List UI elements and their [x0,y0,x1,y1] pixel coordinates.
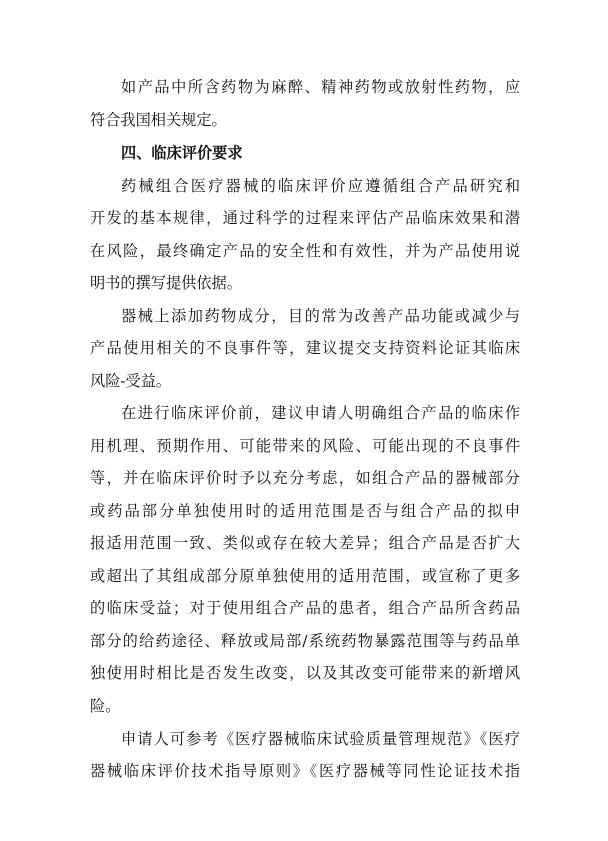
paragraph-4-line-6: 或超出了其组成部分原单独使用的适用范围，或宣称了更多 [90,567,520,585]
paragraph-3-line-1: 器械上添加药物成分，目的常为改善产品功能或减少与 [121,307,520,325]
paragraph-5-line-1: 申请人可参考《医疗器械临床试验质量管理规范》《医疗 [121,730,520,748]
paragraph-4-line-7: 的临床受益；对于使用组合产品的患者，组合产品所含药品 [90,599,520,617]
paragraph-4-line-9: 独使用时相比是否发生改变，以及其改变可能带来的新增风 [90,664,520,682]
paragraph-2-line-3: 在风险，最终确定产品的安全性和有效性，并为产品使用说 [90,242,520,260]
paragraph-4-line-4: 或药品部分单独使用时的适用范围是否与组合产品的拟申 [90,502,520,520]
paragraph-4-line-1: 在进行临床评价前，建议申请人明确组合产品的临床作 [121,404,520,422]
paragraph-2-line-4: 明书的撰写提供依据。 [90,274,242,292]
paragraph-2-line-2: 开发的基本规律，通过科学的过程来评估产品临床效果和潜 [90,209,520,227]
paragraph-3-line-2: 产品使用相关的不良事件等，建议提交支持资料论证其临床 [90,339,520,357]
paragraph-4-line-2: 用机理、预期作用、可能带来的风险、可能出现的不良事件 [90,437,520,455]
section-heading: 四、临床评价要求 [121,144,243,162]
paragraph-4-line-10: 险。 [90,697,121,715]
paragraph-1-line-2: 符合我国相关规定。 [90,111,227,129]
paragraph-3-line-3: 风险-受益。 [90,372,172,390]
paragraph-5-line-2: 器械临床评价技术指导原则》《医疗器械等同性论证技术指 [90,762,520,780]
paragraph-1-line-1: 如产品中所含药物为麻醉、精神药物或放射性药物，应 [121,78,520,96]
paragraph-4-line-5: 报适用范围一致、类似或存在较大差异；组合产品是否扩大 [90,534,520,552]
paragraph-2-line-1: 药械组合医疗器械的临床评价应遵循组合产品研究和 [121,177,520,195]
paragraph-4-line-3: 等，并在临床评价时予以充分考虑，如组合产品的器械部分 [90,469,520,487]
paragraph-4-line-8: 部分的给药途径、释放或局部/系统药物暴露范围等与药品单 [90,632,520,650]
